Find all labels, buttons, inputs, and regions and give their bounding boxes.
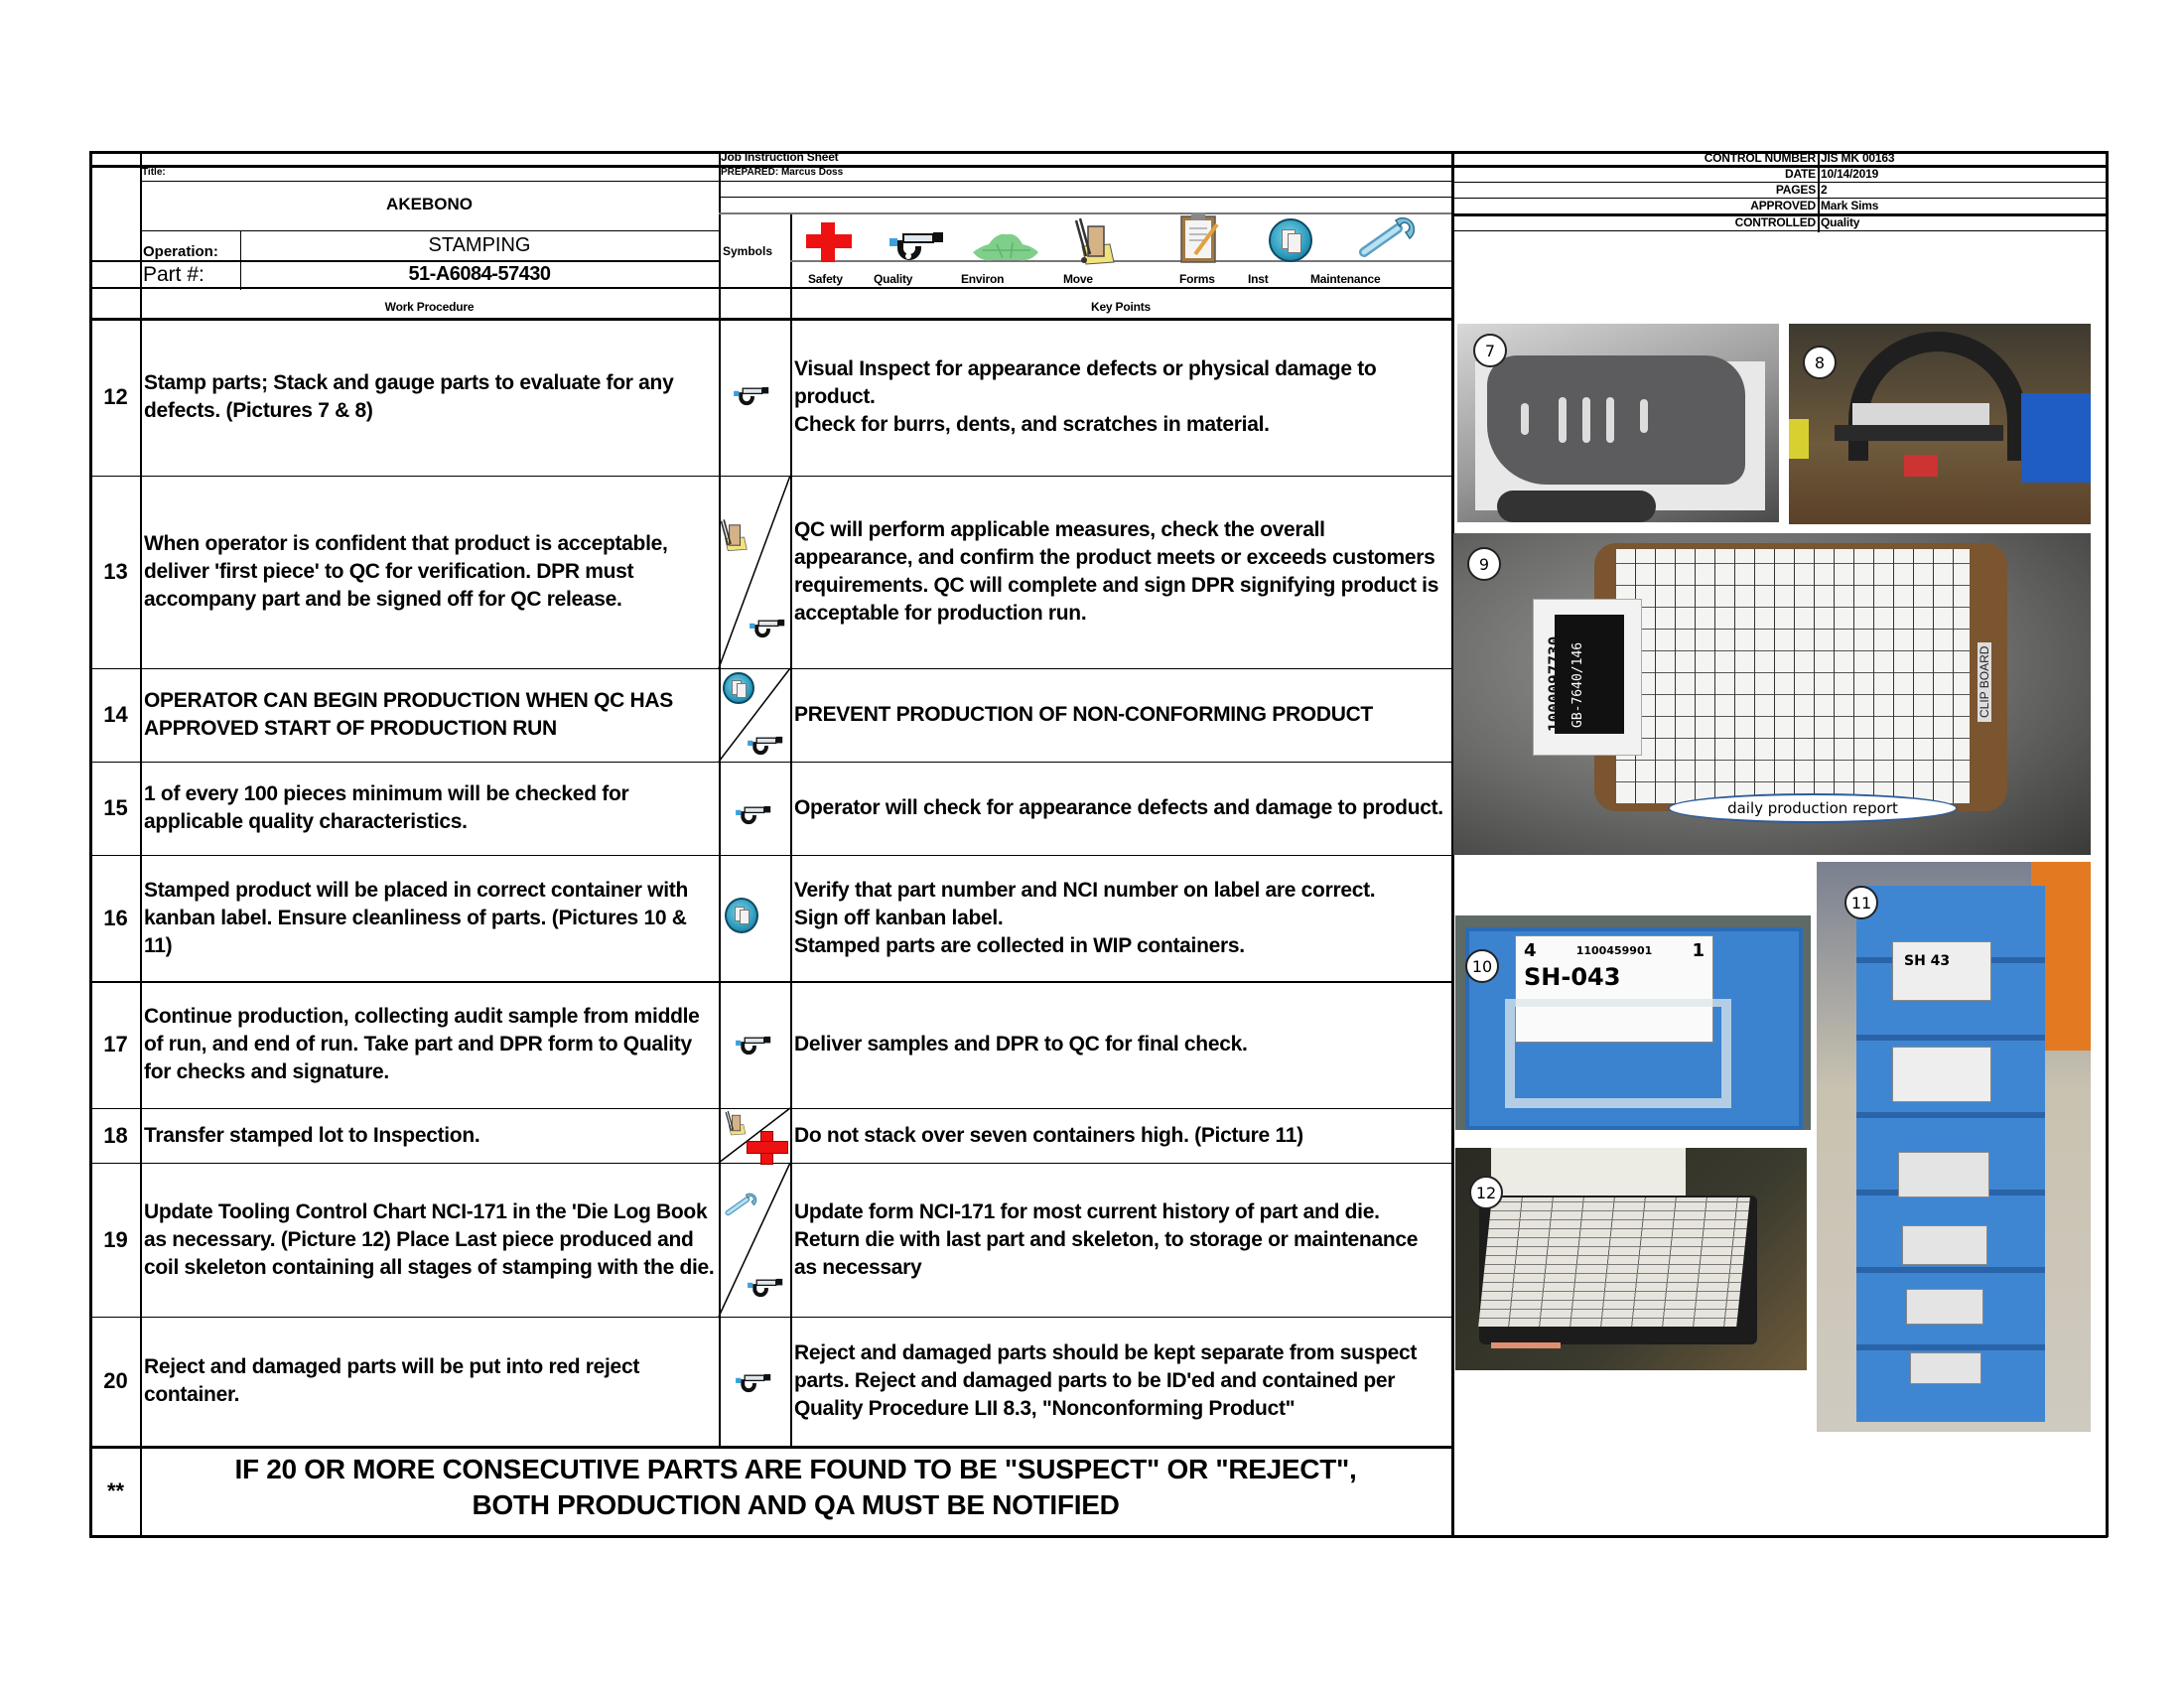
pages-value: 2 [1821,183,1828,197]
hand-truck-icon [723,1110,747,1136]
step-keypoints-20: Reject and damaged parts should be kept separate from suspect parts. Reject and damaged parts to be ID'ed and contained per Quality Procedure LII 8.3, "Nonconforming Product" [794,1341,1418,1420]
step-keypoints-18: Do not stack over seven containers high. (Picture 11) [794,1123,1303,1147]
part-label: Part #: [143,263,205,286]
red-cross-icon [806,222,852,262]
micrometer-icon [731,802,774,828]
picture-9 [1453,533,2091,855]
kanban-seq: 1 [1692,940,1705,961]
col-keypoint-divider [790,214,792,1448]
part-number: 51-A6084-57430 [408,263,551,285]
controlled-value: Quality [1821,215,1860,229]
micrometer-icon [731,1033,774,1058]
footer-line-1: IF 20 OR MORE CONSECUTIVE PARTS ARE FOUND TO BE "SUSPECT" OR "REJECT", [234,1454,1357,1484]
step-procedure-18: Transfer stamped lot to Inspection. [144,1123,480,1147]
picture-7 [1457,324,1779,522]
work-procedure-header: Work Procedure [384,300,475,314]
kanban-qty: 4 [1524,940,1537,961]
frame-bottom [89,1535,2108,1538]
step-procedure-20: Reject and damaged parts will be put into red reject container. [144,1355,640,1406]
column-header-rule [89,287,1451,289]
symbol-label-environ: Environ [961,272,1005,286]
step-procedure-13: When operator is confident that product is acceptable, deliver 'first piece' to QC for verification. DPR must accompany part and be signed off for QC release. [144,532,668,611]
approved-label: APPROVED [1750,199,1816,212]
micrometer-icon [884,226,947,266]
keypoint: Update form NCI-171 for most current history of part and die. [794,1199,1380,1223]
documents-icon [725,898,758,933]
label-barcode-number: 1000097730 [1545,635,1564,732]
keypoint: Return die with last part and skeleton, to storage or maintenance as necessary [794,1227,1419,1279]
control-divider [1818,151,1820,232]
picture-10 [1455,915,1811,1130]
documents-icon [723,672,754,704]
picture-badge-11: 11 [1844,886,1878,919]
symbol-label-forms: Forms [1179,272,1215,286]
container-label: SH 43 [1904,953,1951,969]
frame-right [2106,151,2109,1537]
symbols-top-rule [719,212,1451,214]
footer-warning [140,1452,1451,1523]
picture-11 [1817,862,2091,1432]
footer-marker: ** [106,1478,125,1503]
controlled-label: CONTROLLED [1734,215,1816,229]
step-keypoints-19 [794,1163,1445,1317]
symbol-label-inst: Inst [1248,272,1269,286]
keypoint: Check for burrs, dents, and scratches in material. [794,412,1270,436]
key-points-header: Key Points [1090,300,1152,314]
operation-value: STAMPING [428,234,531,256]
step-procedure-12: Stamp parts; Stack and gauge parts to evaluate for any defects. (Pictures 7 & 8) [144,370,674,422]
hand-truck-icon [1070,216,1116,266]
symbols-label: Symbols [723,244,773,258]
step-procedure-19: Update Tooling Control Chart NCI-171 in the 'Die Log Book as necessary. (Picture 12) Place Last piece produced and coil skeleton containing all stages of stamping with the die. [144,1199,715,1279]
control-number-label: CONTROL NUMBER [1704,151,1816,165]
picture-caption: daily production report [1668,793,1958,823]
step-keypoints-17: Deliver samples and DPR to QC for final check. [794,1033,1248,1055]
clipboard-label: CLIP BOARD [1978,642,1991,722]
documents-icon [1269,218,1312,262]
step-number-17: 17 [103,1032,128,1056]
prepared-rule [719,181,1451,182]
blank-rule-1 [719,197,1451,198]
part-top-rule [89,260,719,262]
operation-label: Operation: [143,243,218,260]
prepared-by [721,167,843,178]
hand-truck-icon [717,518,749,552]
step-number-12: 12 [103,383,128,409]
sheet-title: Job Instruction Sheet [721,150,839,164]
keypoint: Visual Inspect for appearance defects or physical damage to product. [794,356,1377,408]
control-number-value: JIS MK 00163 [1821,151,1895,165]
wrench-icon [1358,214,1422,260]
step-number-13: 13 [103,559,128,584]
symbol-label-quality: Quality [874,272,913,286]
step-keypoints-15: Operator will check for appearance defects and damage to product. [794,796,1443,819]
label-part-code: GB-7640/146 [1570,641,1585,728]
footer-line-2: BOTH PRODUCTION AND QA MUST BE NOTIFIED [472,1489,1120,1520]
keypoint: Stamped parts are collected in WIP containers. [794,933,1245,957]
step-keypoints-14: PREVENT PRODUCTION OF NON-CONFORMING PRODUCT [794,703,1373,726]
picture-8 [1789,324,2091,524]
leaf-icon [971,230,1040,264]
step-number-16: 16 [103,905,128,930]
operation-top-rule [140,230,719,231]
micrometer-icon [743,1275,786,1301]
step-procedure-16: Stamped product will be placed in correct container with kanban label. Ensure cleanliness of parts. (Pictures 10 & 11) [144,878,688,957]
keypoint: Verify that part number and NCI number on label are correct. [794,878,1376,902]
step-number-19: 19 [103,1226,128,1252]
clipboard-icon [1177,211,1223,264]
picture-badge-7: 7 [1473,334,1507,367]
kanban-code: SH-043 [1524,963,1621,991]
title-rule [140,181,719,182]
picture-badge-12: 12 [1469,1176,1503,1209]
micrometer-icon [729,383,772,409]
picture-12 [1455,1148,1807,1370]
micrometer-icon [731,1370,774,1396]
prepared-name: Marcus Doss [780,167,844,178]
picture-badge-9: 9 [1467,547,1501,581]
pages-label: PAGES [1775,183,1816,197]
approved-value: Mark Sims [1821,199,1879,212]
symbol-label-maintenance: Maintenance [1310,272,1381,286]
wrench-icon [725,1190,760,1219]
step-keypoints-12 [794,318,1445,476]
picture-badge-8: 8 [1803,346,1837,379]
step-number-18: 18 [103,1122,128,1148]
col-num-divider [140,151,142,1535]
step-number-15: 15 [103,795,128,820]
step-number-20: 20 [103,1368,128,1393]
step-procedure-15: 1 of every 100 pieces minimum will be checked for applicable quality characteristics. [144,782,629,833]
symbol-label-safety: Safety [808,272,843,286]
step-procedure-17: Continue production, collecting audit sample from middle of run, and end of run. Take part and DPR form to Quality for checks and signature. [144,1005,700,1083]
micrometer-icon [745,616,788,641]
company-name: AKEBONO [386,195,473,213]
row-sep-20 [89,1446,1451,1449]
kanban-id: 1100459901 [1575,944,1653,957]
symbol-label-move: Move [1063,272,1093,286]
picture-badge-10: 10 [1465,949,1499,983]
step-keypoints-16 [794,855,1445,981]
step-procedure-14: OPERATOR CAN BEGIN PRODUCTION WHEN QC HAS APPROVED START OF PRODUCTION RUN [144,689,673,740]
control-rule-4 [1451,230,2108,231]
red-cross-icon [747,1131,788,1165]
prepared-label: PREPARED: [721,167,779,178]
step-number-14: 14 [103,702,128,727]
title-label: Title: [142,167,166,178]
micrometer-icon [743,733,786,759]
date-value: 10/14/2019 [1821,167,1879,181]
date-label: DATE [1785,167,1816,181]
keypoint: Sign off kanban label. [794,906,1004,929]
step-keypoints-13: QC will perform applicable measures, check the overall appearance, and confirm the product meets or exceeds customers requirements. QC will complete and sign DPR signifying product is acceptable for production run. [794,518,1439,625]
